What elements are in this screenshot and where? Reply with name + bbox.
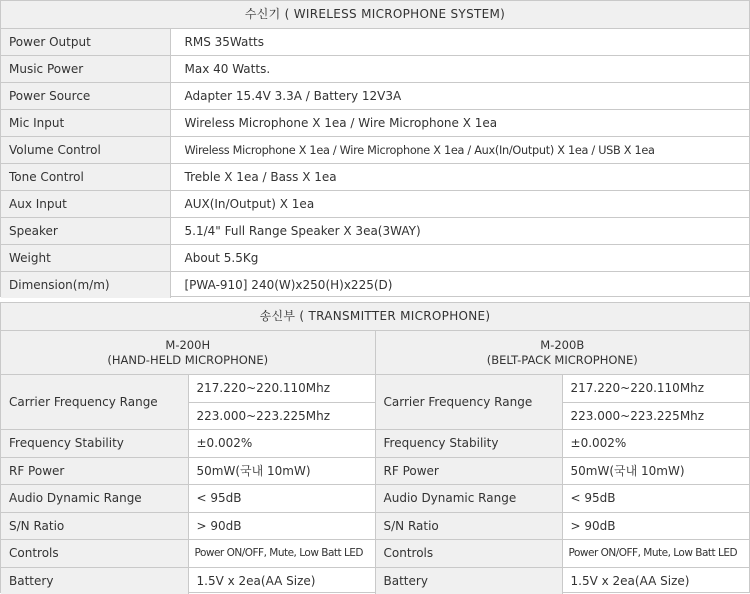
spec-value: > 90dB (188, 512, 375, 540)
spec-value: About 5.5Kg (170, 245, 749, 272)
model-b-name: M-200B (540, 337, 585, 352)
spec-label: Mic Input (1, 110, 170, 137)
spec-value: 1.5V x 2ea(AA Size) (188, 567, 375, 594)
spec-label: Controls (375, 540, 562, 568)
spec-value: 50mW(국내 10mW) (562, 457, 749, 485)
table-row (1, 137, 749, 164)
spec-label: Controls (1, 540, 188, 568)
spec-value: Adapter 15.4V 3.3A / Battery 12V3A (170, 83, 749, 110)
table-row (1, 56, 749, 83)
transmitter-title: 송신부 ( TRANSMITTER MICROPHONE) (1, 303, 749, 331)
spec-label: S/N Ratio (375, 512, 562, 540)
carrier-value-b-2: 223.000~223.225Mhz (562, 402, 749, 430)
spec-label: Dimension(m/m) (1, 272, 170, 299)
spec-value: 50mW(국내 10mW) (188, 457, 375, 485)
spec-label: Power Source (1, 83, 170, 110)
spec-label: Tone Control (1, 164, 170, 191)
spec-label: RF Power (375, 457, 562, 485)
spec-label: Power Output (1, 29, 170, 56)
spec-value: Max 40 Watts. (170, 56, 749, 83)
table-row (1, 110, 749, 137)
spec-value: < 95dB (562, 485, 749, 513)
spec-label: Frequency Stability (1, 430, 188, 458)
table-row (1, 164, 749, 191)
spec-value: < 95dB (188, 485, 375, 513)
spec-label: S/N Ratio (1, 512, 188, 540)
table-row (1, 512, 749, 540)
spec-value: Treble X 1ea / Bass X 1ea (170, 164, 749, 191)
table-row (1, 457, 749, 485)
spec-value: Wireless Microphone X 1ea / Wire Microphone X 1ea / Aux(In/Output) X 1ea / USB X 1ea (170, 137, 749, 164)
transmitter-spec-table (0, 302, 750, 593)
table-row (1, 191, 749, 218)
spec-label: Audio Dynamic Range (375, 485, 562, 513)
spec-label: Battery (1, 567, 188, 594)
spec-value: Power ON/OFF, Mute, Low Batt LED (188, 540, 375, 568)
spec-label: Frequency Stability (375, 430, 562, 458)
spec-value: > 90dB (562, 512, 749, 540)
spec-value: ±0.002% (562, 430, 749, 458)
spec-value: AUX(In/Output) X 1ea (170, 191, 749, 218)
table-row (1, 430, 749, 458)
model-h-header (1, 331, 375, 375)
table-row (1, 29, 749, 56)
spec-label: Volume Control (1, 137, 170, 164)
spec-value: RMS 35Watts (170, 29, 749, 56)
carrier-value-b-1: 217.220~220.110Mhz (562, 375, 749, 403)
model-h-name: M-200H (165, 337, 211, 352)
receiver-table (1, 29, 749, 298)
carrier-value-h-2: 223.000~223.225Mhz (188, 402, 375, 430)
spec-value: 5.1/4" Full Range Speaker X 3ea(3WAY) (170, 218, 749, 245)
carrier-label-b: Carrier Frequency Range (375, 375, 562, 430)
spec-label: RF Power (1, 457, 188, 485)
model-b-header (375, 331, 749, 375)
table-row (1, 485, 749, 513)
spec-label: Battery (375, 567, 562, 594)
carrier-label-h: Carrier Frequency Range (1, 375, 188, 430)
table-row (1, 218, 749, 245)
carrier-value-h-1: 217.220~220.110Mhz (188, 375, 375, 403)
table-row (1, 245, 749, 272)
model-b-type: (BELT-PACK MICROPHONE) (486, 352, 638, 367)
table-row (1, 540, 749, 568)
spec-value: ±0.002% (188, 430, 375, 458)
spec-label: Music Power (1, 56, 170, 83)
model-h-type: (HAND-HELD MICROPHONE) (107, 352, 269, 367)
table-row (1, 567, 749, 594)
spec-value: Wireless Microphone X 1ea / Wire Microphone X 1ea (170, 110, 749, 137)
spec-label: Aux Input (1, 191, 170, 218)
table-row (1, 83, 749, 110)
spec-label: Weight (1, 245, 170, 272)
transmitter-table (1, 331, 749, 594)
spec-value: [PWA-910] 240(W)x250(H)x225(D) (184, 278, 393, 292)
spec-value: 1.5V x 2ea(AA Size) (570, 573, 690, 588)
table-row (1, 272, 749, 299)
model-header-row (1, 331, 749, 375)
spec-label: Speaker (1, 218, 170, 245)
table-row (1, 375, 749, 403)
spec-value: Power ON/OFF, Mute, Low Batt LED (562, 540, 749, 568)
spec-label: Audio Dynamic Range (1, 485, 188, 513)
receiver-title: 수신기 ( WIRELESS MICROPHONE SYSTEM) (1, 1, 749, 29)
